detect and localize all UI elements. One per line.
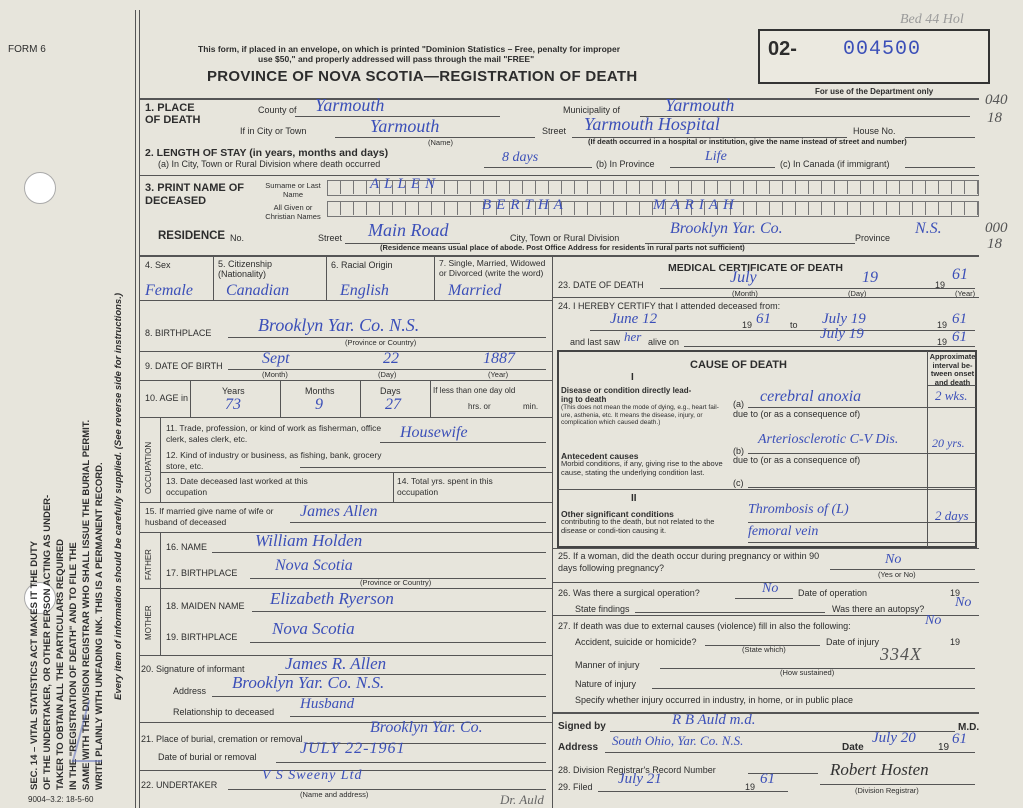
s11-line	[380, 442, 546, 443]
margin-num-1: 040	[985, 92, 1008, 108]
s9-year-lbl: (Year)	[488, 370, 509, 379]
s4-label: 4. Sex	[145, 260, 171, 270]
interval-head: Approximate interval be-tween onset and death	[929, 352, 976, 387]
s2c-line	[905, 167, 975, 168]
due-label-2: due to (or as a consequence of)	[733, 455, 861, 465]
s23-line	[660, 288, 975, 289]
cause-a-value: cerebral anoxia	[760, 388, 862, 405]
side-line-1: SEC. 14 – VITAL STATISTICS ACT MAKES IT THE DUTY	[29, 540, 40, 790]
s26-autopsy: No	[955, 595, 972, 610]
rule-s25	[553, 548, 979, 549]
s26-date-label: Date of operation	[798, 588, 868, 598]
age-div-2	[280, 381, 281, 417]
s2a-line	[484, 167, 592, 168]
father-bp-label: 17. BIRTHPLACE	[166, 568, 238, 578]
alive-prefix: 19	[937, 337, 948, 347]
s9-day-lbl: (Day)	[378, 370, 397, 379]
s27-date-prefix: 19	[950, 637, 961, 647]
mother-side-line	[160, 589, 161, 655]
mother-bp: Nova Scotia	[272, 619, 355, 638]
s23-prefix: 19	[935, 280, 946, 290]
s22-line	[228, 789, 546, 790]
center-divider	[552, 256, 553, 808]
s27-nature-line	[652, 688, 975, 689]
s8-sub: (Province or Country)	[345, 338, 417, 347]
s21-date-line	[276, 762, 546, 763]
age-months: 9	[315, 396, 323, 413]
other-value-1: Thrombosis of (L)	[748, 502, 849, 517]
s27-label: 27. If death was due to external causes (violence) fill in also the following:	[558, 621, 851, 631]
lastsaw-label: and last saw	[570, 337, 621, 347]
age-years-lbl: Years	[222, 386, 245, 396]
s26-findings-line	[635, 612, 825, 613]
side-line-3: TAKER TO OBTAIN ALL THE PARTICULARS REQUIRED	[55, 538, 66, 790]
side-line-5: SAME WITH THE DIVISION REGISTRAR WHO SHALL ISSUE THE BURIAL PERMIT.	[81, 419, 92, 790]
s29-year-prefix: 19	[745, 782, 756, 792]
given-value-1: BERTHA	[482, 197, 568, 213]
occ-side-line	[160, 418, 161, 502]
other-note: contributing to the death, but not related to the disease or condi-tion causing it.	[561, 517, 715, 535]
mother-bp-label: 19. BIRTHPLACE	[166, 632, 238, 642]
s23-day: 19	[862, 269, 878, 286]
house-label: House No.	[853, 126, 896, 136]
age-div-3	[360, 381, 361, 417]
rule-signed	[553, 712, 979, 714]
top-notice-1: This form, if placed in an envelope, on which is printed "Dominion Statistics – Free, penalty for improper	[198, 44, 621, 54]
cause-a-interval: 2 wks.	[935, 388, 968, 403]
s28-line	[748, 773, 818, 774]
other-interval: 2 days	[935, 508, 969, 523]
cause-b-label: (b)	[733, 446, 744, 456]
s12-line	[300, 467, 546, 468]
signed-address-line	[605, 752, 975, 753]
age-min-lbl: min.	[523, 402, 539, 411]
age-days-lbl: Days	[380, 386, 401, 396]
dept-use: For use of the Department only	[815, 87, 934, 96]
rule-s3	[139, 175, 979, 176]
s9-label: 9. DATE OF BIRTH	[145, 361, 223, 371]
s21-label: 21. Place of burial, cremation or removal	[141, 734, 303, 744]
s13-label: 13. Date deceased last worked at this occupation	[166, 476, 308, 497]
s5-value: Canadian	[226, 282, 290, 299]
signed-year: 61	[952, 731, 967, 747]
occupation-side: OCCUPATION	[144, 441, 153, 494]
s21-place: Brooklyn Yar. Co.	[370, 719, 483, 736]
s27-date-label: Date of injury	[826, 637, 880, 647]
residence-street-label: Street	[318, 233, 343, 243]
s23-month: July	[730, 269, 757, 286]
top-notice-2: use $50," and properly addressed will pass through the mail "FREE"	[258, 54, 535, 64]
side-line-6: WRITE PLAINLY WITH UNFADING INK. THIS IS A PERMANENT RECORD.	[94, 462, 105, 790]
s22-sub: (Name and address)	[300, 790, 369, 799]
s27-sustained-lbl: (How sustained)	[780, 668, 835, 677]
given-label: All Given or Christian Names	[265, 203, 321, 221]
s29-label: 29. Filed	[558, 782, 593, 792]
s23-day-lbl: (Day)	[848, 289, 867, 298]
alive-line	[684, 346, 975, 347]
father-name-label: 16. NAME	[166, 542, 208, 552]
form-number: FORM 6	[8, 44, 46, 55]
s7-value: Married	[448, 282, 502, 299]
s1-label: 1. PLACE OF DEATH	[145, 102, 201, 126]
name-sub: (Name)	[428, 138, 454, 147]
county-value: Yarmouth	[315, 95, 385, 115]
s14-label: 14. Total yrs. spent in this occupation	[397, 476, 493, 497]
s24-y2: 61	[952, 311, 967, 327]
s7-label: 7. Single, Married, Widowed or Divorced (write the word)	[439, 258, 546, 278]
other-value-2: femoral vein	[748, 524, 819, 539]
s20-label: 20. Signature of informant	[141, 664, 245, 674]
s26-value: No	[762, 581, 779, 596]
s8-value: Brooklyn Yar. Co. N.S.	[258, 315, 420, 335]
s27-value: No	[925, 613, 942, 628]
s2c-label: (c) In Canada (if immigrant)	[780, 159, 890, 169]
roman-1: I	[631, 372, 634, 383]
cause-b-line	[748, 453, 976, 454]
father-bp-sub: (Province or Country)	[360, 578, 432, 587]
side-note: Every item of information should be carefully supplied. (See reverse side for instructions.)	[113, 292, 124, 700]
age-div-4	[430, 381, 431, 417]
s2a-label: (a) In City, Town or Rural Division where death occurred	[158, 159, 381, 169]
rule-s24	[553, 297, 979, 298]
s4-value: Female	[145, 282, 193, 299]
s23-year: 61	[952, 266, 968, 283]
s6-value: English	[340, 282, 389, 299]
s28-label: 28. Division Registrar's Record Number	[558, 765, 716, 775]
s24-to-label: to	[790, 320, 798, 330]
s24-y1: 61	[756, 311, 771, 327]
s21-date: JULY 22-1961	[300, 740, 406, 757]
residence-division-label: City, Town or Rural Division	[510, 233, 620, 243]
s10-label: 10. AGE in	[145, 393, 189, 403]
roman-2: II	[631, 493, 637, 504]
mother-bp-line	[250, 642, 546, 643]
rule-s10	[139, 380, 552, 381]
mother-name-label: 18. MAIDEN NAME	[166, 601, 245, 611]
s2b-line	[670, 167, 775, 168]
s15-value: James Allen	[300, 503, 378, 520]
father-name-line	[212, 552, 546, 553]
div-6-7	[434, 256, 435, 300]
s26-autopsy-label: Was there an autopsy?	[832, 604, 925, 614]
signed-address: South Ohio, Yar. Co. N.S.	[612, 733, 744, 748]
s13-s14-div	[393, 472, 394, 502]
surname-value: ALLEN	[370, 176, 441, 192]
lastsaw-value: her	[624, 329, 642, 344]
s20-rel-label: Relationship to deceased	[173, 707, 275, 717]
rule-occupation	[139, 417, 552, 418]
s23-month-lbl: (Month)	[732, 289, 758, 298]
s9-day: 22	[383, 350, 399, 367]
s25-label: 25. If a woman, did the death occur during pregnancy or within 90 days following pregnancy?	[558, 551, 820, 573]
city-value: Yarmouth	[370, 116, 440, 136]
cause-c-label: (c)	[733, 478, 744, 488]
signed-date-label: Date	[842, 742, 864, 753]
age-less-lbl: If less than one day old	[433, 386, 516, 395]
mother-name-line	[252, 611, 546, 612]
s26-findings-label: State findings	[575, 604, 630, 614]
left-border	[135, 10, 136, 808]
signed-sig: R B Auld m.d.	[672, 712, 756, 728]
signed-year-prefix: 19	[938, 742, 950, 753]
age-hrs-lbl: hrs. or	[468, 402, 491, 411]
left-border-inner	[139, 10, 140, 808]
due-label-1: due to (or as a consequence of)	[733, 409, 861, 419]
s20-address-label: Address	[173, 686, 207, 696]
s25-sub: (Yes or No)	[878, 570, 916, 579]
s24-line	[590, 330, 975, 331]
signed-md: M.D.	[958, 722, 980, 733]
s5-label: 5. Citizenship (Nationality)	[218, 259, 273, 279]
county-label: County of	[258, 105, 297, 115]
surname-label: Surname or Last Name	[265, 181, 321, 199]
signed-address-label: Address	[558, 742, 599, 753]
municipality-value: Yarmouth	[665, 95, 735, 115]
street-label: Street	[542, 126, 567, 136]
registrar-line	[820, 784, 975, 785]
s11-value: Housewife	[400, 424, 468, 441]
margin-num-2: 18	[987, 110, 1002, 126]
margin-num-3: 000	[985, 220, 1008, 236]
s3-label: 3. PRINT NAME OF DECEASED	[145, 182, 245, 207]
interval-divider	[927, 351, 928, 547]
age-div-1	[190, 381, 191, 417]
s25-value: No	[885, 552, 902, 567]
s9-month-lbl: (Month)	[262, 370, 288, 379]
s27-state-lbl: (State which)	[742, 645, 786, 654]
municipality-label: Municipality of	[563, 105, 621, 115]
s15-label: 15. If married give name of wife or husband of deceased	[145, 506, 274, 527]
s23-year-lbl: (Year)	[955, 289, 976, 298]
s27-stamp: 334X	[880, 644, 922, 664]
s22-value: V S Sweeny Ltd	[262, 768, 363, 783]
corner-pencil-marks: Bed 44 Hol	[900, 12, 964, 27]
residence-label: RESIDENCE	[158, 230, 226, 242]
s9-year: 1887	[483, 350, 515, 367]
residence-street: Main Road	[368, 220, 449, 240]
medical-title: MEDICAL CERTIFICATE OF DEATH	[668, 262, 843, 274]
alive-label: alive on	[648, 337, 680, 347]
residence-province: N.S.	[915, 220, 942, 237]
given-value-2: MARIAH	[653, 197, 739, 213]
institution-note: (If death occurred in a hospital or institution, give the name instead of street and number)	[588, 137, 907, 146]
rule-other	[557, 489, 976, 490]
s26-line	[735, 598, 793, 599]
house-line	[905, 137, 975, 138]
margin-num-4: 18	[987, 236, 1002, 252]
alive-year: 61	[952, 329, 967, 345]
city-label: If in City or Town	[240, 126, 307, 136]
rule-s21	[139, 722, 552, 723]
s11-label: 11. Trade, profession, or kind of work as fisherman, office clerk, sales clerk, etc.	[166, 423, 382, 444]
s22-label: 22. UNDERTAKER	[141, 780, 218, 790]
s23-label: 23. DATE OF DEATH	[558, 280, 644, 290]
s8-label: 8. BIRTHPLACE	[145, 328, 212, 338]
s21-date-label: Date of burial or removal	[158, 752, 257, 762]
s2b-value: Life	[705, 149, 727, 164]
s24-to: July 19	[822, 311, 866, 327]
s27-accident-label: Accident, suicide or homicide?	[575, 637, 697, 647]
reg-prefix: 02-	[768, 38, 797, 60]
s29-year: 61	[760, 771, 775, 787]
signed-label: Signed by	[558, 721, 606, 732]
signed-date: July 20	[872, 730, 916, 746]
s15-line	[290, 522, 546, 523]
s2a-value: 8 days	[502, 150, 539, 165]
other-label: Other significant conditions	[561, 509, 674, 519]
page-title: PROVINCE OF NOVA SCOTIA—REGISTRATION OF DEATH	[207, 68, 638, 85]
street-value: Yarmouth Hospital	[584, 114, 720, 134]
cause-b-value: Arteriosclerotic C-V Dis.	[758, 432, 899, 447]
s6-label: 6. Racial Origin	[331, 260, 393, 270]
s24-prefix-2: 19	[937, 320, 948, 330]
ant-note: Morbid conditions, if any, giving rise to the above cause, stating the underlying condition last.	[561, 459, 723, 477]
father-name: William Holden	[255, 531, 363, 550]
footer-code: 9004–3.2: 18-5-60	[28, 795, 94, 804]
age-days: 27	[385, 396, 401, 413]
s29-value: July 21	[618, 771, 662, 787]
div-5-6	[326, 256, 327, 300]
s24-from: June 12	[610, 311, 658, 327]
s20-address: Brooklyn Yar. Co. N.S.	[232, 673, 385, 692]
s26-label: 26. Was there a surgical operation?	[558, 588, 700, 598]
s20-address-line	[212, 696, 546, 697]
age-years: 73	[225, 396, 241, 413]
alive-value: July 19	[820, 326, 864, 342]
cause-title: CAUSE OF DEATH	[690, 359, 787, 371]
rule-header	[139, 98, 979, 100]
s26-date-prefix: 19	[950, 588, 961, 598]
div-4-5	[213, 256, 214, 300]
s20-rel-line	[290, 716, 546, 717]
cause-a-label: (a)	[733, 399, 744, 409]
dis-note: (This does not mean the mode of dying, e.g., heart fail-ure, asthenia, etc. It means the disease, injury, or complication which caused death.)	[561, 404, 719, 426]
s2b-label: (b) In Province	[596, 159, 655, 169]
s22-extra: Dr. Auld	[500, 792, 544, 807]
cause-a-line	[748, 407, 976, 408]
registrar-lbl: (Division Registrar)	[855, 786, 919, 795]
s20-rel: Husband	[300, 696, 355, 712]
residence-province-label: Province	[855, 233, 891, 243]
side-line-2: OF THE UNDERTAKER, OR OTHER PERSON ACTING AS UNDER-	[42, 494, 53, 790]
other-line-1	[748, 522, 976, 523]
binder-hole-top	[24, 172, 56, 204]
dis-label: Disease or condition directly lead-ing to death	[561, 386, 692, 404]
rule-s13	[161, 472, 552, 473]
cause-c-line	[748, 487, 976, 488]
s20-sig: James R. Allen	[285, 654, 387, 673]
mother-side: MOTHER	[144, 605, 153, 640]
cause-b-interval: 20 yrs.	[932, 436, 965, 450]
mother-name: Elizabeth Ryerson	[270, 589, 394, 608]
father-bp: Nova Scotia	[275, 557, 353, 574]
interval-head-line	[927, 385, 976, 386]
father-side: FATHER	[144, 549, 153, 580]
s24-label: 24. I HEREBY CERTIFY that I attended deceased from:	[558, 301, 781, 311]
s27-manner-label: Manner of injury	[575, 660, 640, 670]
s29-line	[598, 791, 788, 792]
other-line-2	[748, 542, 976, 543]
residence-division: Brooklyn Yar. Co.	[670, 220, 783, 237]
s27-nature-label: Nature of injury	[575, 679, 637, 689]
s12-label: 12. Kind of industry or business, as fishing, bank, grocery store, etc.	[166, 450, 382, 471]
ant-label: Antecedent causes	[561, 451, 639, 461]
rule-s27	[553, 615, 979, 616]
age-months-lbl: Months	[305, 386, 335, 396]
residence-no: No.	[230, 233, 245, 243]
rule-personal	[139, 255, 979, 257]
residence-note: (Residence means usual place of abode. Post Office Address for residents in rural parts not sufficient)	[380, 243, 745, 252]
s24-prefix-1: 19	[742, 320, 753, 330]
rule-s8	[139, 300, 552, 301]
side-line-4: IN THE "REGISTRATION OF DEATH" AND TO FILE THE	[68, 542, 79, 790]
father-side-line	[160, 533, 161, 588]
s27-specify-label: Specify whether injury occurred in industry, in home, or in public place	[575, 695, 853, 705]
s2-label: 2. LENGTH OF STAY (in years, months and days)	[145, 147, 389, 159]
s9-month: Sept	[262, 350, 290, 367]
reg-number: 004500	[843, 38, 922, 61]
registrar-signature: Robert Hosten	[830, 760, 929, 779]
